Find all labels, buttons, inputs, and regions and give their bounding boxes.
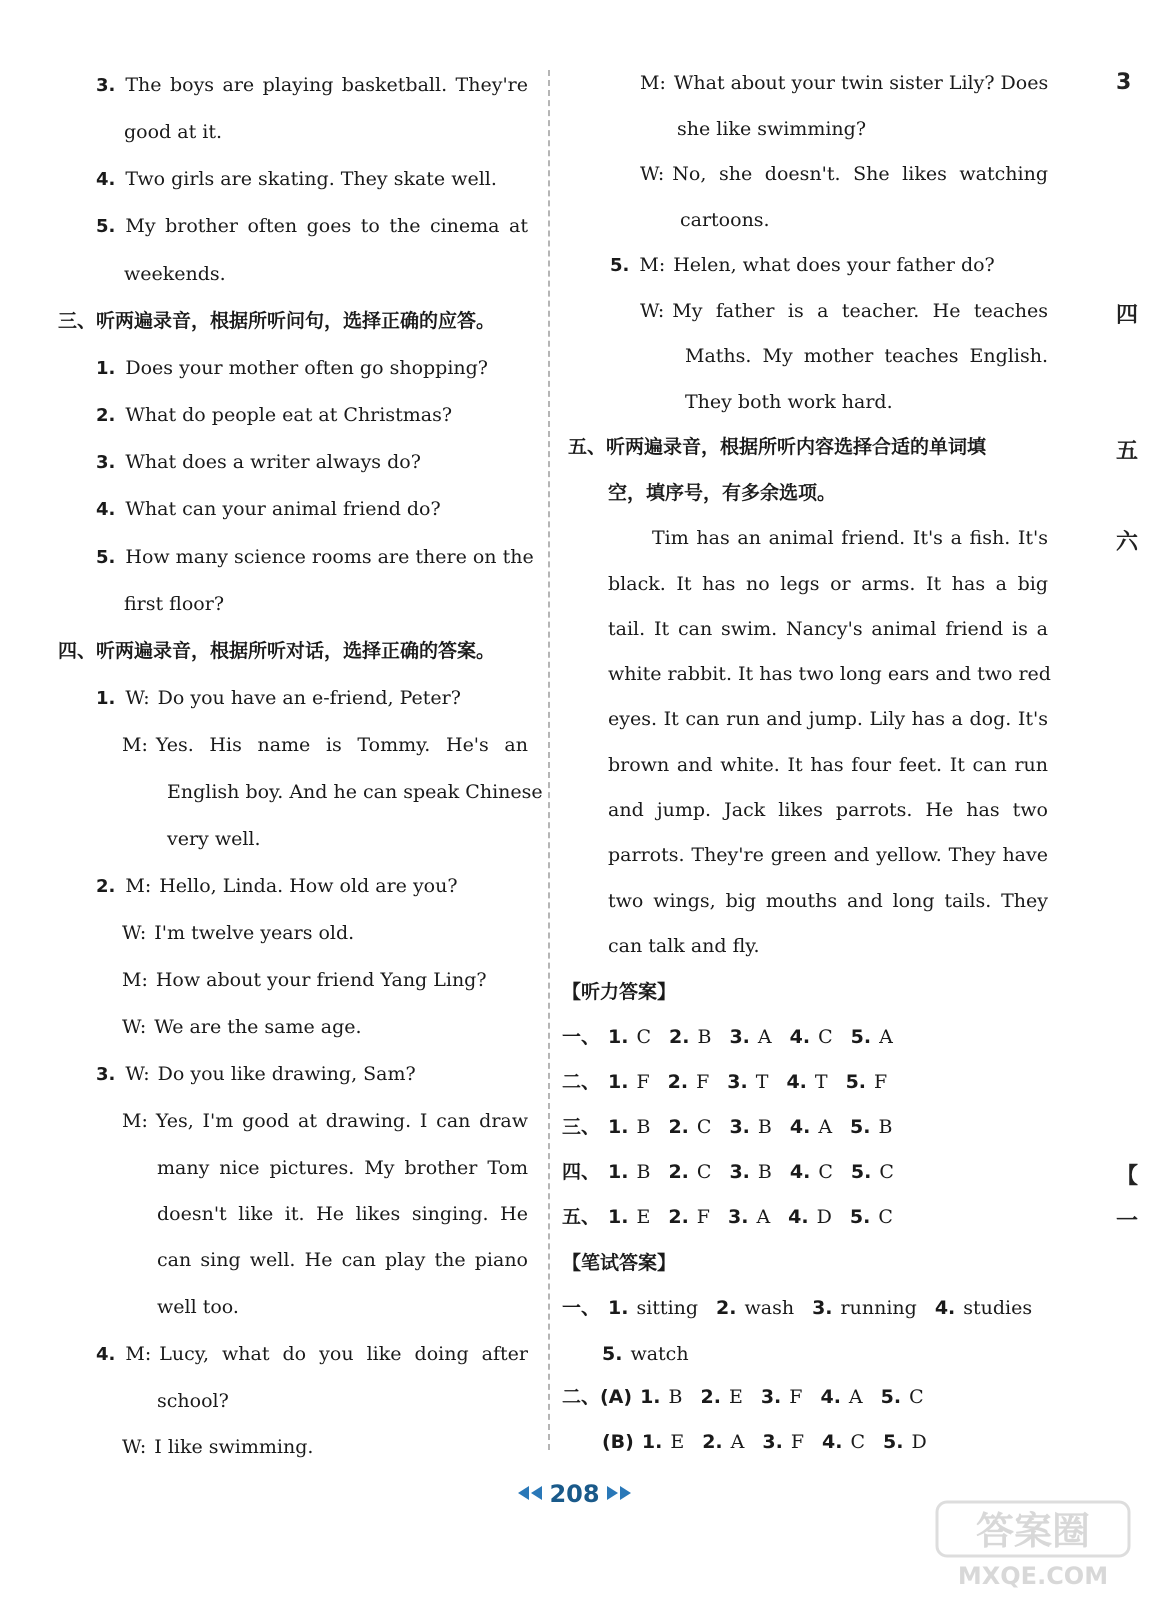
- item-number: 2.: [96, 405, 116, 426]
- line-text: weekends.: [124, 263, 226, 285]
- text-line: [677, 116, 1048, 142]
- answer-number: 4.: [822, 1431, 843, 1453]
- line-text: What does a writer always do?: [125, 451, 421, 473]
- item-number: 4.: [96, 499, 116, 520]
- answer-number: 5.: [845, 1071, 867, 1093]
- line-text: Yes. His name is Tommy. He's an: [155, 734, 528, 756]
- line-text: Do you have an e-friend, Peter?: [157, 687, 461, 709]
- answer-value: B: [757, 1116, 772, 1138]
- speaker-label: M:: [639, 254, 666, 276]
- answer-value: B: [636, 1161, 651, 1183]
- text-line: [608, 888, 1048, 914]
- line-text: Hello, Linda. How old are you?: [159, 875, 458, 897]
- speaker-label: W:: [125, 1063, 150, 1085]
- text-line: [96, 213, 528, 240]
- answer-value: T: [814, 1071, 828, 1093]
- answer-value: C: [818, 1161, 833, 1183]
- text-line: [96, 496, 528, 523]
- answer-value: B: [668, 1386, 683, 1408]
- answer-value: C: [879, 1161, 894, 1183]
- speaker-label: W:: [122, 922, 147, 944]
- text-line: [157, 1294, 528, 1320]
- answer-value: F: [696, 1206, 710, 1228]
- answer-number: 1.: [608, 1297, 629, 1319]
- answer-value: B: [636, 1116, 651, 1138]
- answer-row: [562, 1069, 1048, 1095]
- answer-row: [562, 1024, 1048, 1050]
- text-line: [96, 72, 528, 99]
- text-line: [157, 1155, 528, 1181]
- answer-value: B: [878, 1116, 893, 1138]
- text-line: [157, 1388, 528, 1414]
- line-text: well too.: [157, 1296, 239, 1318]
- answer-value: A: [848, 1386, 863, 1408]
- prev-arrow-icon: [518, 1486, 529, 1500]
- text-line: [124, 591, 528, 617]
- answer-number: 1.: [608, 1071, 629, 1093]
- answer-number: 3.: [762, 1431, 783, 1453]
- text-line: [122, 1108, 528, 1134]
- line-text: very well.: [167, 828, 261, 850]
- answer-group-label: 四、: [562, 1161, 601, 1183]
- speaker-label: M:: [125, 875, 152, 897]
- line-text: white rabbit. It has two long ears and two red: [608, 663, 1051, 685]
- speaker-label: M:: [640, 72, 666, 94]
- text-line: [608, 933, 1048, 959]
- answer-value: E: [636, 1206, 651, 1228]
- text-line: [96, 873, 528, 900]
- answer-value: F: [636, 1071, 650, 1093]
- answer-row: [602, 1429, 1048, 1455]
- answer-value: studies: [963, 1297, 1033, 1319]
- answer-number: 2.: [668, 1116, 689, 1138]
- text-line: [652, 525, 1048, 551]
- answer-number: 2.: [669, 1026, 690, 1048]
- speaker-label: M:: [122, 969, 148, 991]
- heading-text: 四、听两遍录音，根据所听对话，选择正确的答案。: [58, 640, 496, 662]
- answer-number: 1.: [608, 1206, 629, 1228]
- line-text: cartoons.: [680, 209, 770, 231]
- next-arrow-icon: [620, 1486, 631, 1500]
- next-arrow-icon: [607, 1486, 618, 1500]
- line-text: What can your animal friend do?: [125, 498, 441, 520]
- answer-row: [562, 1295, 1048, 1321]
- line-text: We are the same age.: [154, 1016, 362, 1038]
- answer-value: A: [818, 1116, 833, 1138]
- answer-number: 3.: [729, 1026, 750, 1048]
- answer-number: 1.: [608, 1026, 629, 1048]
- line-text: I like swimming.: [154, 1436, 314, 1458]
- text-line: [608, 571, 1048, 597]
- text-line: [96, 166, 528, 193]
- answer-number: 1.: [608, 1161, 629, 1183]
- text-line: [608, 842, 1048, 868]
- watermark-title: 答案圈: [975, 1509, 1091, 1553]
- line-text: many nice pictures. My brother Tom: [157, 1157, 528, 1179]
- line-text: I'm twelve years old.: [154, 922, 355, 944]
- answer-value: T: [755, 1071, 769, 1093]
- answer-number: 1.: [640, 1386, 661, 1408]
- line-text: No, she doesn't. She likes watching: [672, 163, 1048, 185]
- section-heading: [608, 480, 1048, 506]
- line-text: Tim has an animal friend. It's a fish. It's: [652, 527, 1048, 549]
- prev-arrow-icon: [531, 1486, 542, 1500]
- line-text: she like swimming?: [677, 118, 867, 140]
- text-line: [608, 797, 1048, 823]
- answer-number: 5.: [849, 1206, 871, 1228]
- answer-number: 4.: [786, 1071, 807, 1093]
- text-line: [122, 967, 528, 993]
- cut-off-fragment: 【: [1116, 1164, 1139, 1189]
- line-text: My brother often goes to the cinema at: [125, 215, 528, 237]
- line-text: The boys are playing basketball. They're: [125, 74, 528, 96]
- cut-off-fragment: 五: [1116, 439, 1139, 464]
- cut-off-fragment: 一: [1116, 1209, 1139, 1234]
- answer-number: 3.: [729, 1161, 750, 1183]
- line-text: doesn't like it. He likes singing. He: [157, 1203, 528, 1225]
- answer-value: C: [850, 1431, 866, 1453]
- item-number: 5.: [610, 255, 630, 276]
- heading-text: 空，填序号，有多余选项。: [608, 482, 837, 504]
- line-text: My father is a teacher. He teaches: [672, 300, 1048, 322]
- line-text: They both work hard.: [685, 391, 893, 413]
- answer-number: 3.: [727, 1206, 749, 1228]
- item-number: 1.: [96, 358, 116, 379]
- answer-value: E: [670, 1431, 685, 1453]
- speaker-label: W:: [125, 687, 150, 709]
- line-text: and jump. Jack likes parrots. He has two: [608, 799, 1048, 821]
- line-text: Does your mother often go shopping?: [125, 357, 488, 379]
- answer-number: 4.: [789, 1116, 811, 1138]
- item-number: 1.: [96, 688, 116, 709]
- text-line: [96, 449, 528, 476]
- answer-value: A: [757, 1026, 772, 1048]
- answer-value: B: [697, 1026, 712, 1048]
- answer-number: 4.: [788, 1206, 809, 1228]
- heading-text: 五、听两遍录音，根据所听内容选择合适的单词填: [568, 436, 987, 458]
- speaker-label: W:: [122, 1436, 147, 1458]
- answer-group-label: 三、: [562, 1116, 601, 1138]
- section-heading: [562, 979, 1048, 1005]
- answer-value: F: [874, 1071, 888, 1093]
- line-text: Maths. My mother teaches English.: [685, 345, 1048, 367]
- answer-row: [562, 1384, 1048, 1410]
- speaker-label: W:: [640, 163, 665, 185]
- answer-number: 5.: [850, 1026, 872, 1048]
- answer-group-label: 一、: [562, 1297, 601, 1319]
- text-line: [167, 779, 543, 805]
- answer-number: 2.: [700, 1386, 721, 1408]
- text-line: [167, 826, 528, 852]
- line-text: Helen, what does your father do?: [673, 254, 995, 276]
- answer-number: 5.: [880, 1386, 902, 1408]
- text-line: [608, 706, 1048, 732]
- answer-value: F: [696, 1071, 710, 1093]
- line-text: What about your twin sister Lily? Does: [673, 72, 1049, 94]
- text-line: [122, 920, 528, 946]
- line-text: brown and white. It has four feet. It can run: [608, 754, 1048, 776]
- text-line: [122, 1014, 528, 1040]
- text-line: [157, 1247, 528, 1273]
- answer-row: [562, 1159, 1048, 1185]
- text-line: [608, 616, 1048, 642]
- text-line: [685, 343, 1048, 369]
- answer-value: F: [789, 1386, 803, 1408]
- text-line: [124, 261, 528, 287]
- line-text: good at it.: [124, 121, 222, 143]
- answer-number: 1.: [608, 1116, 629, 1138]
- line-text: black. It has no legs or arms. It has a big: [608, 573, 1048, 595]
- line-text: English boy. And he can speak Chinese: [167, 781, 543, 803]
- text-line: [96, 402, 528, 429]
- answer-number: 2.: [716, 1297, 737, 1319]
- column-divider: [548, 70, 550, 1450]
- answer-number: 4.: [789, 1161, 811, 1183]
- line-text: school?: [157, 1390, 229, 1412]
- line-text: eyes. It can run and jump. Lily has a dog. It's: [608, 708, 1048, 730]
- answer-row: [562, 1114, 1048, 1140]
- answer-value: sitting: [636, 1297, 699, 1319]
- answer-value: watch: [630, 1343, 689, 1365]
- answer-number: 3.: [727, 1071, 748, 1093]
- line-text: two wings, big mouths and long tails. They: [608, 890, 1048, 912]
- item-number: 2.: [96, 876, 116, 897]
- answer-value: A: [879, 1026, 893, 1048]
- answer-value: running: [840, 1297, 917, 1319]
- answer-value: D: [816, 1206, 832, 1228]
- text-line: [96, 544, 534, 571]
- text-line: [608, 661, 1051, 687]
- item-number: 3.: [96, 1064, 116, 1085]
- line-text: Two girls are skating. They skate well.: [125, 168, 497, 190]
- line-text: parrots. They're green and yellow. They have: [608, 844, 1048, 866]
- answer-number: 3.: [812, 1297, 833, 1319]
- answer-value: C: [818, 1026, 833, 1048]
- item-number: 4.: [96, 1344, 116, 1365]
- answer-group-label: (B): [602, 1431, 634, 1453]
- answer-number: 5.: [883, 1431, 904, 1453]
- line-text: first floor?: [124, 593, 225, 615]
- section-heading: [58, 308, 528, 334]
- text-line: [124, 119, 528, 145]
- answer-value: B: [757, 1161, 772, 1183]
- item-number: 3.: [96, 452, 116, 473]
- text-line: [640, 161, 1048, 187]
- answer-value: C: [636, 1026, 652, 1048]
- line-text: Yes, I'm good at drawing. I can draw: [155, 1110, 528, 1132]
- answer-number: 3.: [729, 1116, 750, 1138]
- answer-value: C: [696, 1116, 712, 1138]
- answer-number: 2.: [668, 1206, 689, 1228]
- answer-value: F: [790, 1431, 805, 1453]
- cut-off-fragment: 四: [1116, 303, 1139, 328]
- answer-value: wash: [744, 1297, 795, 1319]
- speaker-label: W:: [640, 300, 665, 322]
- text-line: [122, 1434, 528, 1460]
- text-line: [685, 389, 1048, 415]
- answer-value: E: [728, 1386, 743, 1408]
- answer-number: 5.: [850, 1116, 871, 1138]
- item-number: 3.: [96, 75, 116, 96]
- answer-value: C: [909, 1386, 924, 1408]
- cut-off-fragment: 六: [1116, 530, 1139, 555]
- watermark-url: MXQE.COM: [957, 1562, 1109, 1590]
- section-heading: [58, 638, 528, 664]
- text-line: [608, 752, 1048, 778]
- text-line: [96, 355, 528, 382]
- text-line: [610, 252, 1048, 279]
- answer-value: A: [756, 1206, 771, 1228]
- answer-number: 4.: [789, 1026, 811, 1048]
- text-line: [96, 1341, 528, 1368]
- answer-group-label: 二、: [562, 1071, 601, 1093]
- answer-number: 1.: [641, 1431, 663, 1453]
- answer-group-label: 五、: [562, 1206, 601, 1228]
- speaker-label: W:: [122, 1016, 147, 1038]
- page-number: 208: [549, 1480, 600, 1508]
- section-heading: [568, 434, 1048, 460]
- answer-number: 5.: [850, 1161, 872, 1183]
- speaker-label: M:: [122, 1110, 148, 1132]
- line-text: Lucy, what do you like doing after: [159, 1343, 528, 1365]
- text-line: [640, 70, 1048, 96]
- heading-text: 【笔试答案】: [562, 1252, 677, 1274]
- section-heading: [562, 1250, 1048, 1276]
- item-number: 5.: [96, 547, 116, 568]
- answer-value: C: [878, 1206, 893, 1228]
- answer-value: C: [696, 1161, 712, 1183]
- answer-row: [602, 1341, 1048, 1367]
- text-line: [640, 298, 1048, 324]
- answer-row: [562, 1204, 1048, 1230]
- cut-off-fragment: 3: [1116, 70, 1132, 95]
- heading-text: 【听力答案】: [562, 981, 677, 1003]
- line-text: tail. It can swim. Nancy's animal friend is a: [608, 618, 1048, 640]
- text-line: [96, 1061, 528, 1088]
- text-line: [122, 732, 528, 758]
- answer-number: 2.: [702, 1431, 723, 1453]
- watermark-logo: [935, 1500, 1131, 1590]
- item-number: 4.: [96, 169, 116, 190]
- answer-value: D: [911, 1431, 927, 1453]
- line-text: How about your friend Yang Ling?: [155, 969, 487, 991]
- answer-number: 2.: [667, 1071, 689, 1093]
- heading-text: 三、听两遍录音，根据所听问句，选择正确的应答。: [58, 310, 496, 332]
- line-text: can sing well. He can play the piano: [157, 1249, 528, 1271]
- answer-number: 2.: [668, 1161, 689, 1183]
- line-text: What do people eat at Christmas?: [125, 404, 453, 426]
- text-line: [96, 685, 528, 712]
- answer-group-label: 一、: [562, 1026, 601, 1048]
- line-text: can talk and fly.: [608, 935, 760, 957]
- answer-number: 5.: [602, 1343, 623, 1365]
- item-number: 5.: [96, 216, 116, 237]
- text-line: [680, 207, 1048, 233]
- answer-value: A: [730, 1431, 745, 1453]
- line-text: How many science rooms are there on the: [125, 546, 534, 568]
- speaker-label: M:: [122, 734, 148, 756]
- line-text: Do you like drawing, Sam?: [157, 1063, 416, 1085]
- answer-number: 3.: [760, 1386, 782, 1408]
- text-line: [157, 1201, 528, 1227]
- answer-group-label: 二、(A): [562, 1386, 633, 1408]
- answer-number: 4.: [820, 1386, 841, 1408]
- speaker-label: M:: [125, 1343, 152, 1365]
- answer-number: 4.: [934, 1297, 956, 1319]
